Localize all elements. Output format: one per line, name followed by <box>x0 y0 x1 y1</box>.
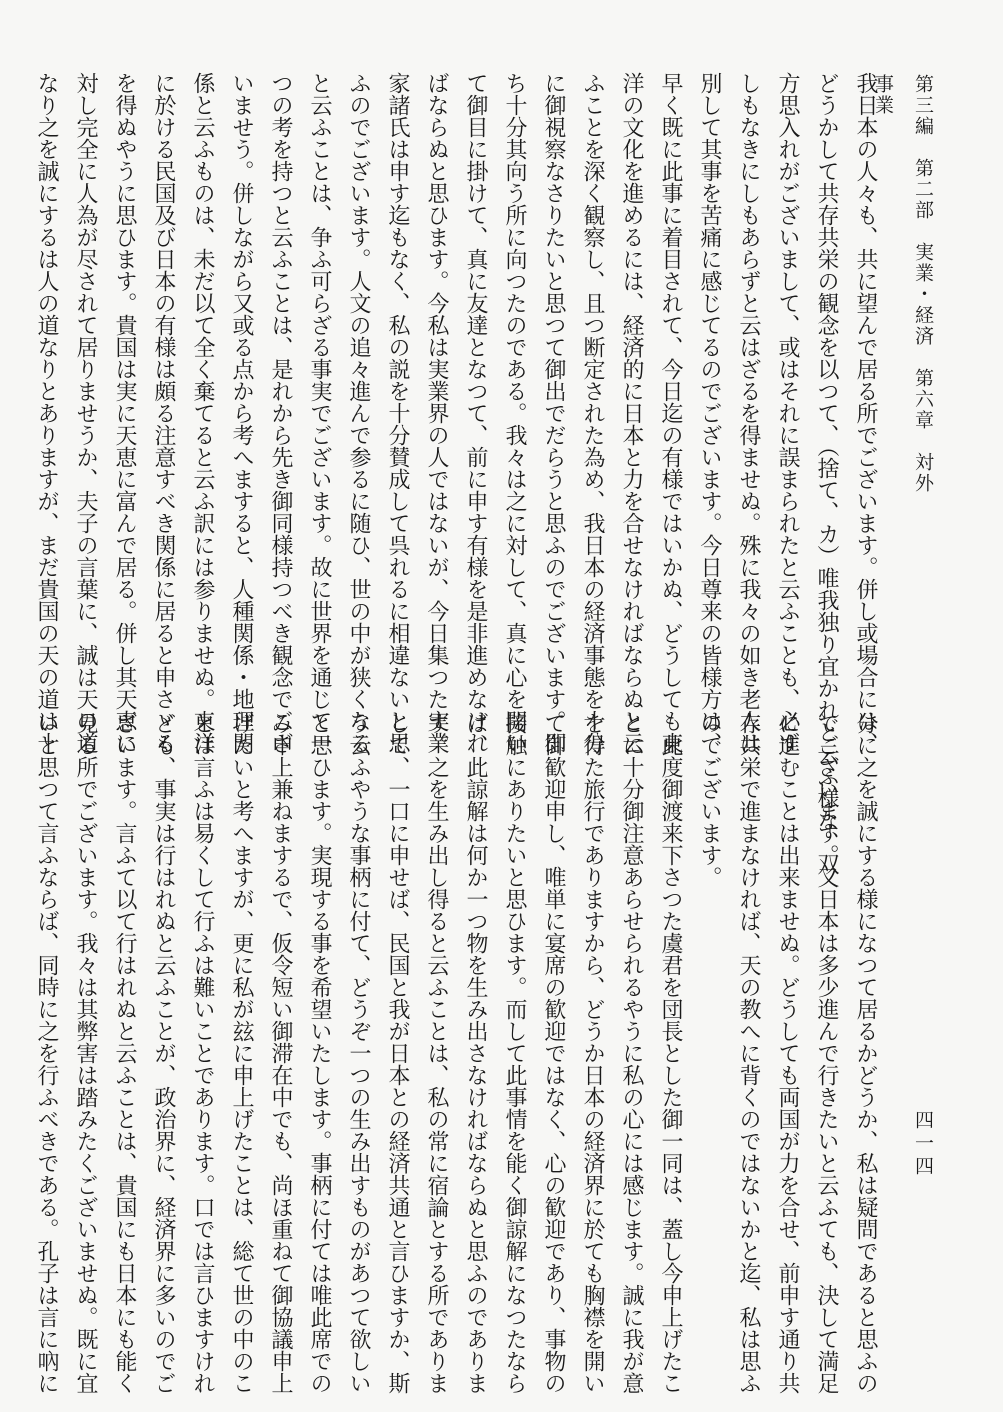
text-column: ども、事実は行はれぬと云ふことが、政治界に、経済界に多いのでご <box>151 712 176 1394</box>
page-number: 四一四 <box>912 1110 934 1179</box>
text-column: 方思入れがございまして、或はそれに誤まられたと云ふことも、必ず <box>775 72 800 754</box>
text-column: どうかして共存共栄の観念を以つて、（捨て、カ）唯我独り宜かれと云ふ様な、双 <box>814 72 839 875</box>
text-column: 係と云ふものは、未だ以て全く棄てると云ふ訳には参りませぬ。東洋 <box>190 72 215 754</box>
text-column: とは言ふは易くして行ふは難いことであります。口では言ひますけれ <box>190 712 215 1394</box>
text-column: を得た旅行でありますから、どうか日本の経済界に於ても胸襟を開い <box>580 712 605 1394</box>
upper-text-block <box>34 72 885 875</box>
text-column: ち十分其向う所に向つたのである。我々は之に対して、真に心を開い <box>502 72 527 754</box>
text-column: げたいと考へますが、更に私が玆に申上げたことは、総て世の中のこ <box>229 712 254 1394</box>
text-column: を得ぬやうに思ひます。貴国は実に天恵に富んで居る。併し其天恵に <box>112 72 137 754</box>
text-column: しもなきにしもあらずと云はざるを得ませぬ。殊に我々の如き老人は <box>736 72 761 754</box>
text-column: ば、此諒解は何か一つ物を生み出さなければならぬと思ふのでありま <box>463 712 488 1394</box>
text-column: いと思つて言ふならば、同時に之を行ふべきである。孔子は言に吶に <box>34 712 59 1394</box>
text-column: 洋の文化を進めるには、経済的に日本と力を合せなければならぬと云 <box>619 72 644 754</box>
text-column: て御目に掛けて、真に友達となつて、前に申す有様を是非進めなけれ <box>463 72 488 754</box>
text-column: でございます。又日本は多少進んで行きたいと云ふても、決して満足 <box>814 712 839 1394</box>
text-column: み申上兼ねまするで、仮令短い御滞在中でも、尚ほ重ねて御協議申上 <box>268 712 293 1394</box>
text-column: 存共栄で進まなければ、天の教へに背くのではないかと迄、私は思ふ <box>736 712 761 1394</box>
text-column: に於ける民国及び日本の有様は頗る注意すべき関係に居ると申さゞる <box>151 72 176 754</box>
text-column: す。之を生み出し得ると云ふことは、私の常に宿論とする所でありま <box>424 712 449 1394</box>
text-column: 別して其事を苦痛に感じてるのでございます。今日尊来の皆様方は、 <box>697 72 722 754</box>
text-column: 対し完全に人為が尽されて居りませうか、夫子の言葉に、誠は天の道 <box>73 72 98 754</box>
text-column: ふのでございます。人文の追々進んで参るに随ひ、世の中が狭くなる <box>346 72 371 754</box>
text-column: いませう。併しながら又或る点から考へますると、人種関係・地理関 <box>229 72 254 754</box>
paragraph-start-column: 此度御渡来下さつた虞君を団長とした御一同は、蓋し今申上げたこ <box>658 734 683 1394</box>
text-column: 接触にありたいと思ひます。而して此事情を能く御諒解になつたなら <box>502 712 527 1394</box>
text-column: 早く既に此事に着目されて、今日迄の有様ではいかぬ、どうしても東 <box>658 72 683 754</box>
lower-text-block <box>34 712 885 1394</box>
text-column: つの考を持つと云ふことは、是れから先き御同様持つべき観念でござ <box>268 72 293 754</box>
text-column: 見る所でございます。我々は其弊害は踏みたくございませぬ。既に宜 <box>73 712 98 1394</box>
text-column: ふことを深く観察し、且つ断定された為め、我日本の経済事態を十分 <box>580 72 605 754</box>
text-column: て御歓迎申し、唯単に宴席の歓迎ではなく、心の歓迎であり、事物の <box>541 712 566 1394</box>
text-column: と云ふことは、争ふ可らざる事実でございます。故に世界を通じて一 <box>307 72 332 754</box>
text-column: なり之を誠にするは人の道なりとありますが、まだ貴国の天の道は十 <box>34 72 59 754</box>
running-head: 第三編 第二部 実業・経済 第六章 対外事業 <box>872 74 934 494</box>
text-column: とに十分御注意あらせられるやうに私の心には感じます。誠に我が意 <box>619 712 644 1394</box>
text-column: と思ひます。実現する事を希望いたします。事柄に付ては唯此席での <box>307 712 332 1394</box>
text-column: に御視察なさりたいと思つて御出でだらうと思ふのでございます。即 <box>541 72 566 754</box>
text-column: ざいます。言ふて以て行はれぬと云ふことは、貴国にも日本にも能く <box>112 712 137 1394</box>
text-column: 家諸氏は申す迄もなく、私の説を十分賛成して呉れるに相違ないと思 <box>385 72 410 754</box>
text-column: のでございます。 <box>697 712 722 888</box>
text-column: して、一口に申せば、民国と我が日本との経済共通と言ひますか、斯 <box>385 712 410 1394</box>
text-column: ばならぬと思ひます。今私は実業界の人ではないが、今日集つた実業 <box>424 72 449 754</box>
text-column: う云ふやうな事柄に付て、どうぞ一つの生み出すものがあつて欲しい <box>346 712 371 1394</box>
text-column: 分に之を誠にする様になつて居るかどうか、私は疑問であると思ふの <box>853 712 878 1394</box>
text-column: に進むことは出来ませぬ。どうしても両国が力を合せ、前申す通り共 <box>775 712 800 1394</box>
text-column: 我日本の人々も、共に望んで居る所でございます。併し或場合には、 <box>853 72 878 754</box>
